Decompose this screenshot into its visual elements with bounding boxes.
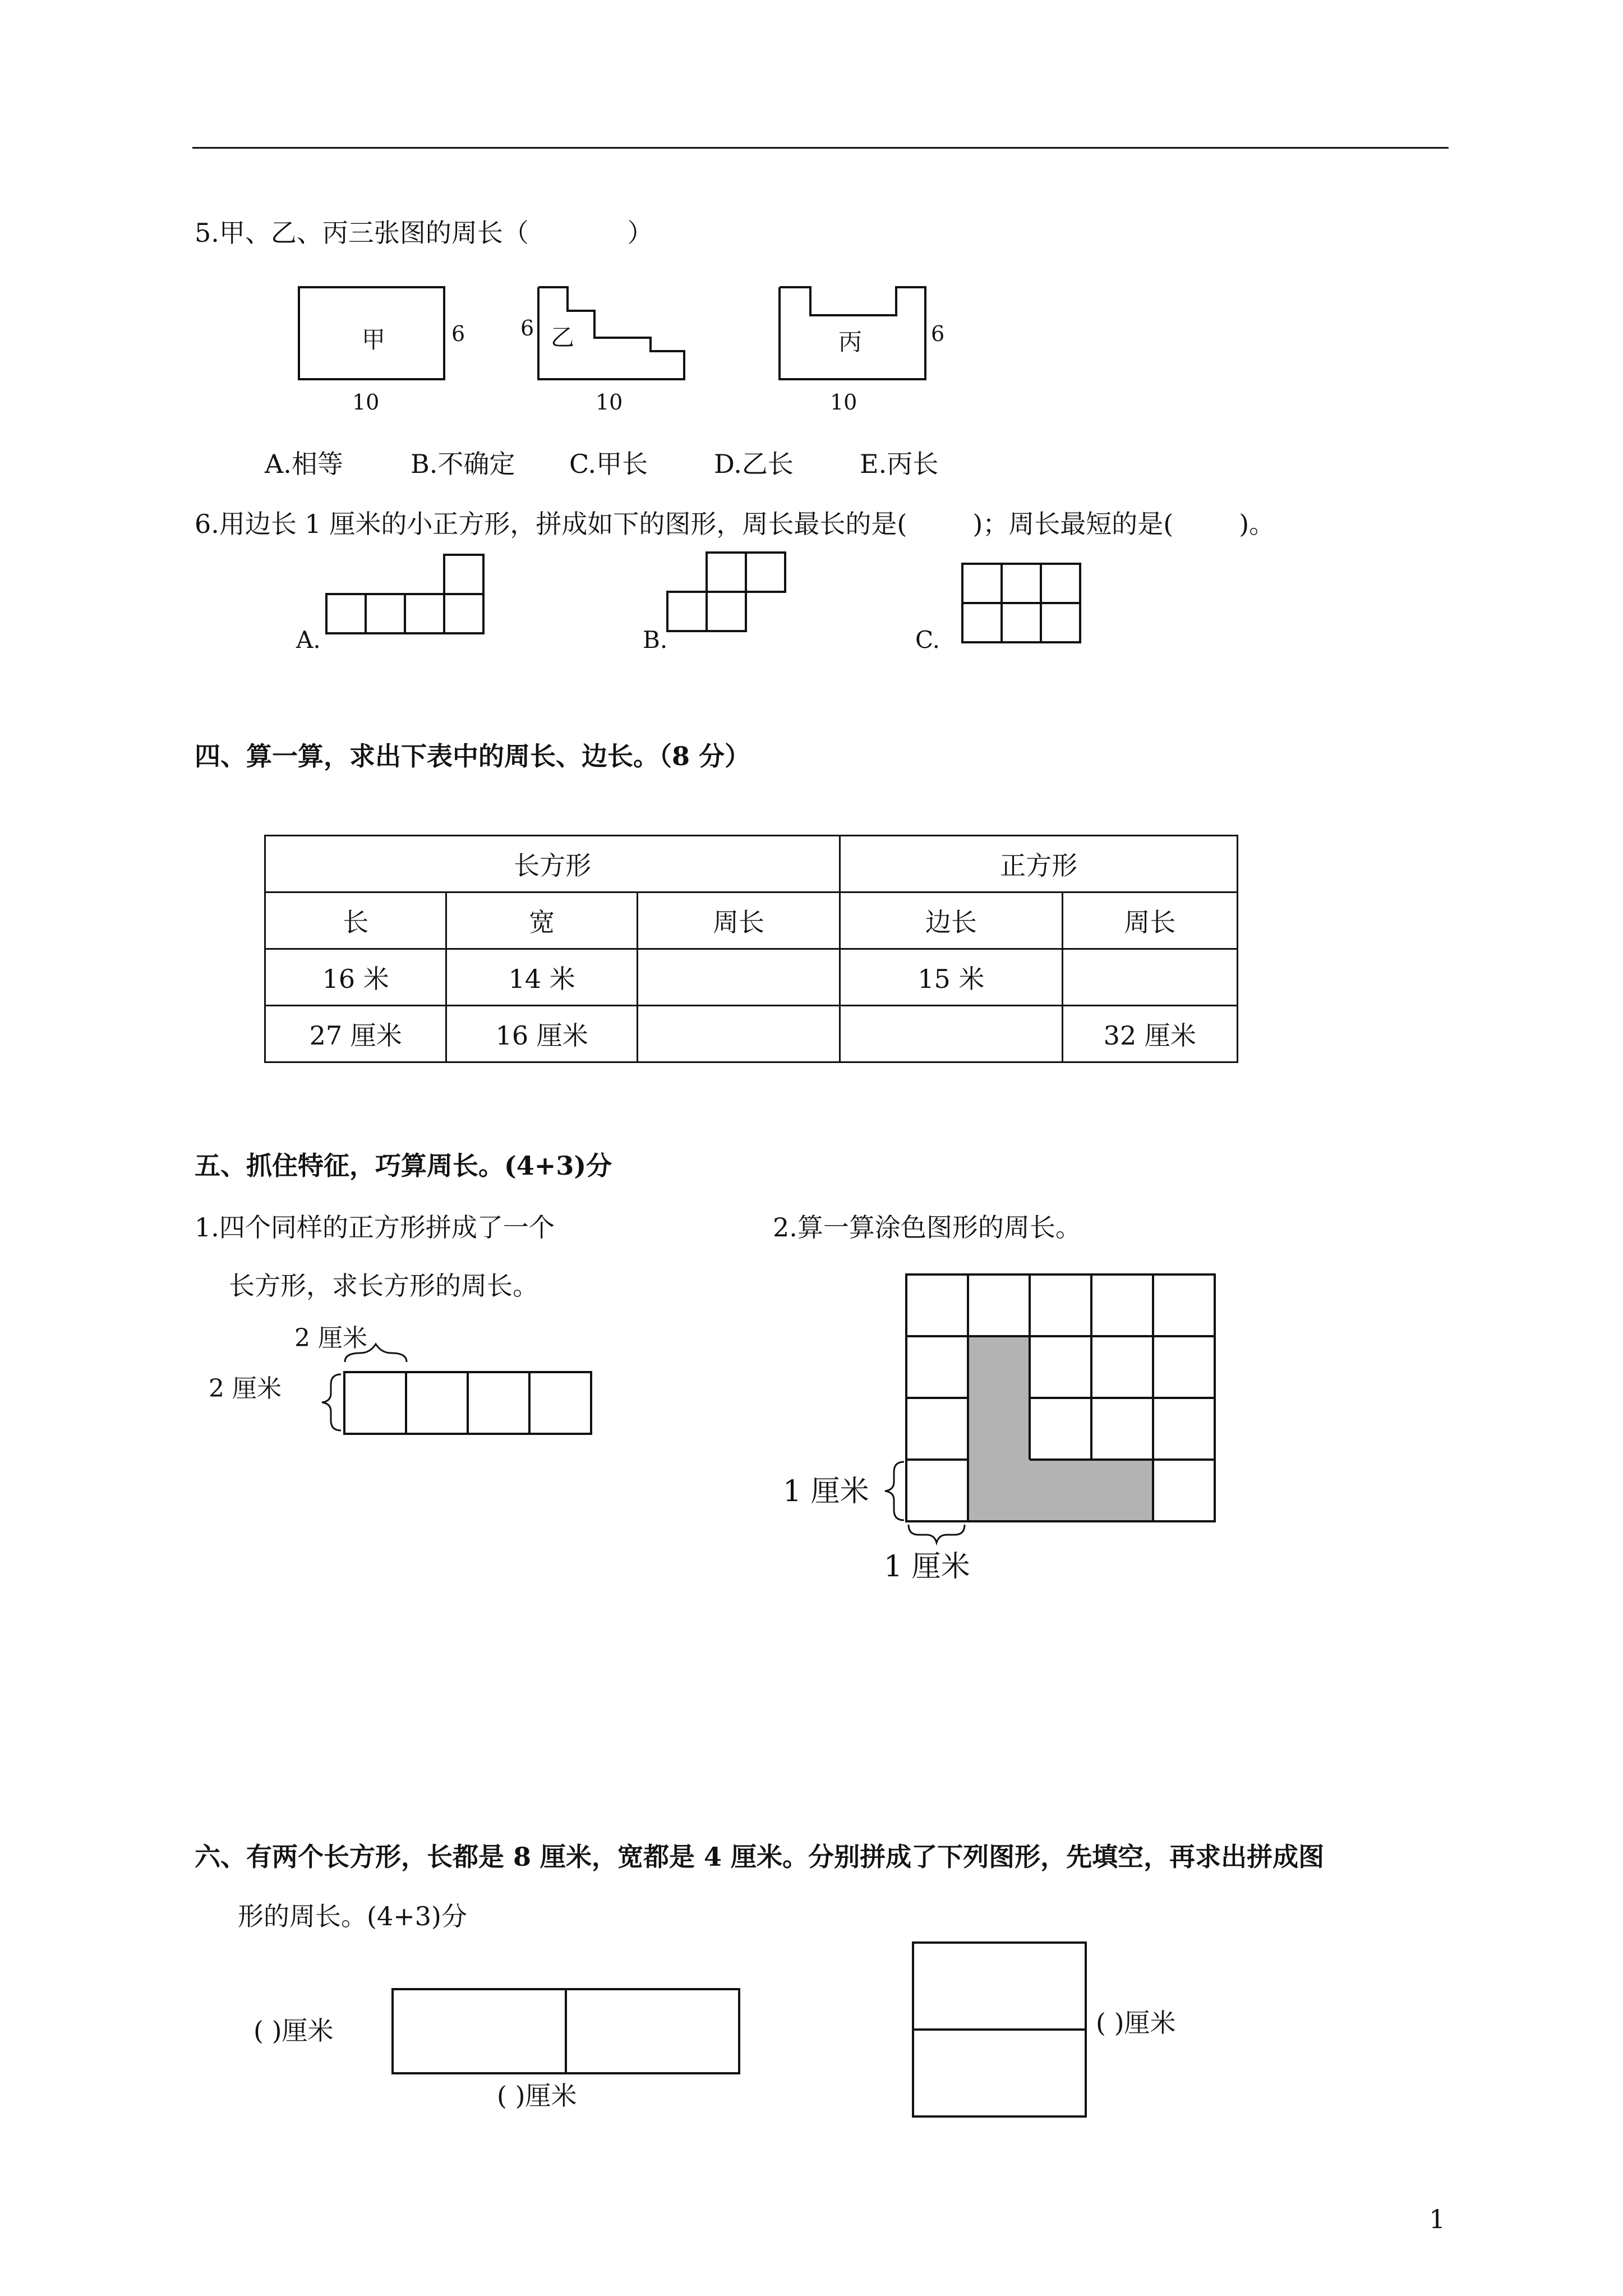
- shaded-region: [968, 1336, 1153, 1521]
- figure-bing-bottom: 10: [830, 390, 857, 415]
- section5-q1-line1: 1.四个同样的正方形拼成了一个: [195, 1212, 555, 1243]
- q5-option-b: B.不确定: [411, 449, 515, 479]
- q1-top-label: 2 厘米: [294, 1324, 367, 1352]
- table-cell: 15 米: [840, 949, 1062, 1006]
- table-group-header-row: [265, 836, 1238, 892]
- figure-yi: [520, 287, 684, 415]
- table-col-width: 宽: [446, 892, 637, 949]
- table-answer-cell[interactable]: [1062, 949, 1238, 1006]
- left-figure-bottom-label: ( )厘米: [497, 2081, 577, 2111]
- q6-label-a: A.: [296, 626, 321, 654]
- figure-yi-label: 乙: [551, 324, 575, 351]
- q6-figure-b: [667, 553, 785, 631]
- figure-jia-bottom: 10: [352, 390, 380, 415]
- table-cell: 32 厘米: [1062, 1006, 1238, 1062]
- q6-label-b: B.: [643, 626, 668, 654]
- table-row: [265, 1006, 1238, 1062]
- table-col-side: 边长: [840, 892, 1062, 949]
- q2-side-label: 1 厘米: [783, 1475, 869, 1508]
- section6-title-line2: 形的周长。(4+3)分: [238, 1901, 467, 1931]
- q6-figure-c: [962, 564, 1080, 642]
- q6-figures: [280, 544, 1122, 656]
- table-header-rectangle: 长方形: [265, 836, 840, 892]
- q5-figures: [280, 275, 981, 421]
- q5-stem: 5.甲、乙、丙三张图的周长（ ）: [195, 218, 653, 248]
- section4-title: 四、算一算，求出下表中的周长、边长。（8 分）: [195, 741, 751, 771]
- header-rule: [192, 147, 1449, 149]
- table-answer-cell[interactable]: [637, 1006, 840, 1062]
- left-figure-side-label: ( )厘米: [253, 2016, 334, 2046]
- figure-bing-side: 6: [931, 321, 945, 346]
- section6-figures: [247, 1935, 1256, 2132]
- table-answer-cell[interactable]: [840, 1006, 1062, 1062]
- q1-side-label: 2 厘米: [209, 1374, 282, 1403]
- figure-jia: [299, 287, 465, 415]
- q5-option-d: D.乙长: [714, 449, 794, 479]
- perimeter-table: [264, 835, 1238, 1063]
- table-row: [265, 949, 1238, 1006]
- table-cell: 14 米: [446, 949, 637, 1006]
- q6-stem: 6.用边长 1 厘米的小正方形，拼成如下的图形，周长最长的是( )；周长最短的是( )。: [195, 509, 1275, 539]
- figure-jia-label: 甲: [362, 326, 386, 353]
- q5-option-c: C.甲长: [569, 449, 648, 479]
- section6-title-line1: 六、有两个长方形，长都是 8 厘米，宽都是 4 厘米。分别拼成了下列图形，先填空，再求出拼成图: [195, 1842, 1325, 1872]
- q6-label-c: C.: [915, 626, 940, 654]
- figure-bing: [780, 287, 944, 415]
- q2-bottom-label: 1 厘米: [884, 1550, 970, 1584]
- page-number: 1: [1429, 2204, 1446, 2234]
- section5-q2: 2.算一算涂色图形的周长。: [773, 1212, 1081, 1243]
- table-column-header-row: [265, 892, 1238, 949]
- right-figure-side-label: ( )厘米: [1096, 2008, 1176, 2038]
- table-cell: 27 厘米: [265, 1006, 446, 1062]
- table-col-square-perimeter: 周长: [1062, 892, 1238, 949]
- section5-q2-figure: [774, 1273, 1279, 1593]
- q5-option-a: A.相等: [265, 449, 343, 479]
- figure-yi-bottom: 10: [596, 390, 623, 415]
- q6-figure-a: [326, 555, 483, 633]
- table-header-square: 正方形: [840, 836, 1238, 892]
- section5-title: 五、抓住特征，巧算周长。(4+3)分: [195, 1151, 612, 1181]
- figure-yi-side: 6: [520, 316, 534, 341]
- table-cell: 16 厘米: [446, 1006, 637, 1062]
- figure-jia-side: 6: [451, 321, 465, 346]
- table-col-rect-perimeter: 周长: [637, 892, 840, 949]
- section5-q1-line2: 长方形，求长方形的周长。: [229, 1271, 538, 1301]
- figure-bing-label: 丙: [838, 328, 863, 356]
- table-cell: 16 米: [265, 949, 446, 1006]
- section5-q1-figure: [202, 1318, 606, 1447]
- q5-option-e: E.丙长: [860, 449, 939, 479]
- table-answer-cell[interactable]: [637, 949, 840, 1006]
- table-col-length: 长: [265, 892, 446, 949]
